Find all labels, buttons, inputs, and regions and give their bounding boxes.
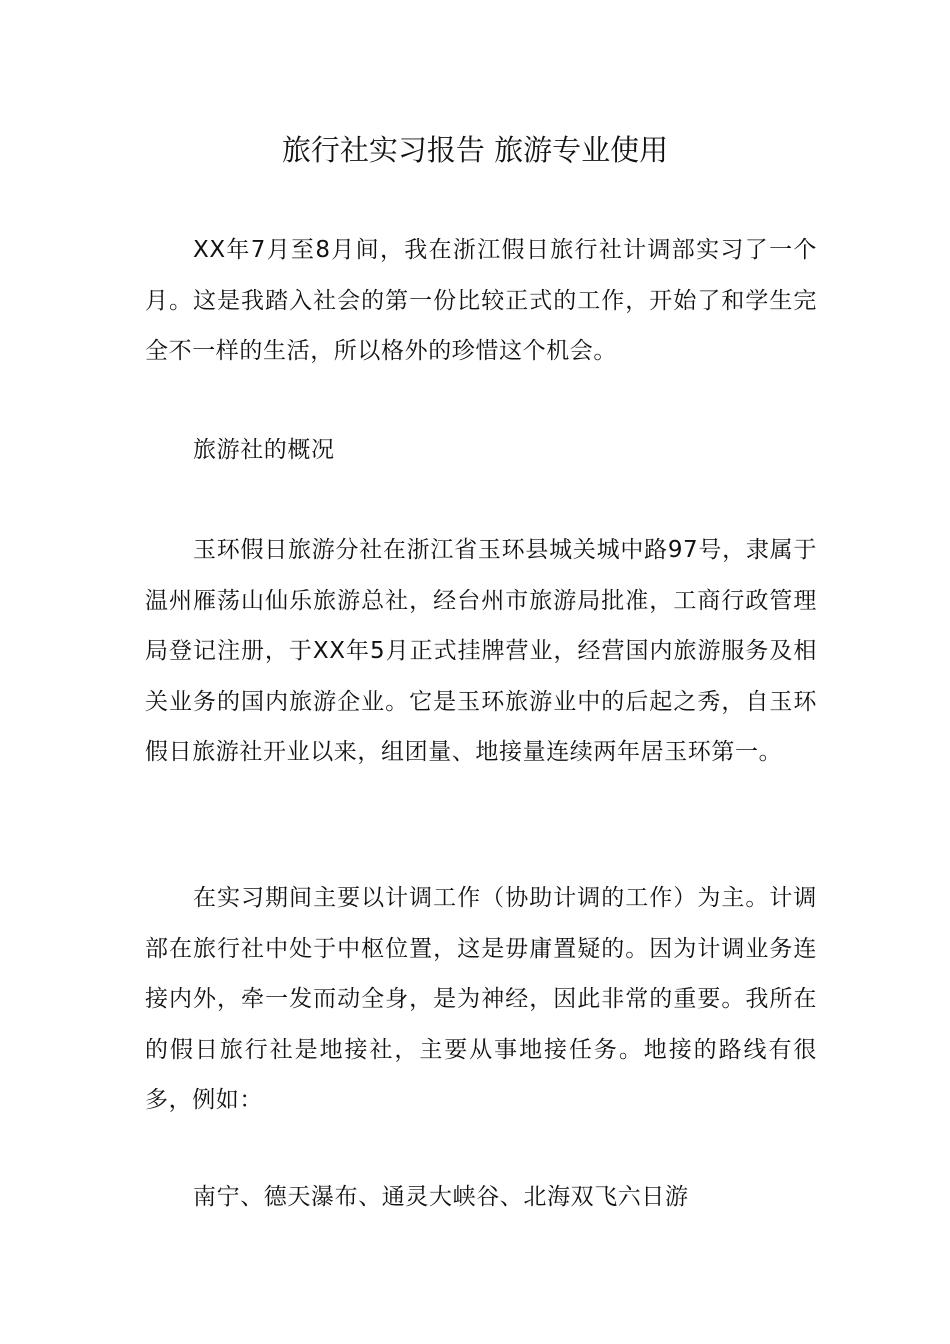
paragraph-intro: XX年7月至8月间，我在浙江假日旅行社计调部实习了一个月。这是我踏入社会的第一份比较正式的工作，开始了和学生完全不一样的生活，所以格外的珍惜这个机会。 (145, 237, 817, 364)
paragraph-route-example: 南宁、德天瀑布、通灵大峡谷、北海双飞六日游 (193, 1184, 689, 1210)
paragraph-agency-overview: 玉环假日旅游分社在浙江省玉环县城关城中路97号，隶属于温州雁荡山仙乐旅游总社，经台州市旅游局批准，工商行政管理局登记注册，于XX年5月正式挂牌营业，经营国内旅游服务及相关业务的国内旅游企业。它是玉环旅游业中的后起之秀，自玉环假日旅游社开业以来，组团量、地接量连续两年居玉环第一。 (145, 537, 817, 765)
document-title: 旅行社实习报告 旅游专业使用 (281, 133, 669, 167)
paragraph-internship-work: 在实习期间主要以计调工作（协助计调的工作）为主。计调部在旅行社中处于中枢位置，这是毋庸置疑的。因为计调业务连接内外，牵一发而动全身，是为神经，因此非常的重要。我所在的假日旅行社是地接社，主要从事地接任务。地接的路线有很多，例如： (145, 885, 817, 1113)
section-heading-overview: 旅游社的概况 (193, 437, 335, 463)
